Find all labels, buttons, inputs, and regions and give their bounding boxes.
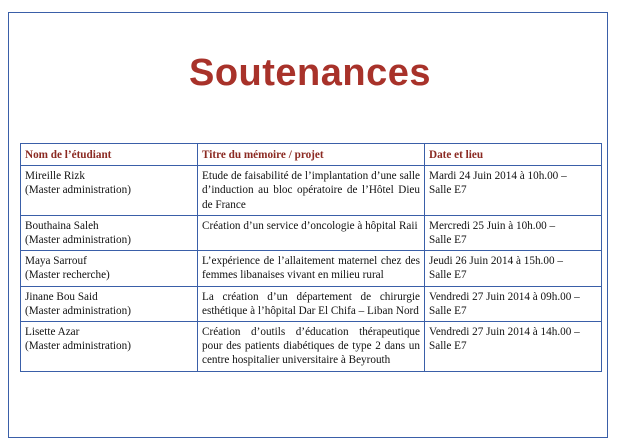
thesis-title: L’expérience de l’allaitement maternel chez des femmes libanaises vivant en milieu rural — [202, 255, 420, 282]
date-cell — [425, 215, 602, 250]
student-cell — [21, 322, 198, 372]
defense-date: Jeudi 26 Juin 2014 à 15h.00 – — [429, 255, 563, 268]
defense-room: Salle E7 — [429, 269, 467, 282]
student-program: (Master administration) — [25, 340, 131, 353]
thesis-title: La création d’un département de chirurgie esthétique à l’hôpital Dar El Chifa – Liban Nord — [202, 290, 420, 317]
student-program: (Master administration) — [25, 184, 131, 197]
defense-date: Mercredi 25 Juin à 10h.00 – — [429, 219, 556, 232]
thesis-title: Etude de faisabilité de l’implantation d’une salle d’induction au bloc opératoire de l’Hôtel Dieu de France — [202, 170, 420, 211]
table-row — [21, 251, 602, 286]
student-name: Jinane Bou Said — [25, 290, 98, 303]
student-cell — [21, 251, 198, 286]
student-cell — [21, 215, 198, 250]
defenses-table — [20, 143, 602, 372]
defense-room: Salle E7 — [429, 234, 467, 247]
defense-room: Salle E7 — [429, 304, 467, 317]
thesis-cell — [198, 166, 425, 216]
defense-date: Vendredi 27 Juin 2014 à 14h.00 – — [429, 326, 580, 339]
date-cell — [425, 251, 602, 286]
page-title: Soutenances — [188, 52, 432, 94]
student-program: (Master administration) — [25, 234, 131, 247]
student-program: (Master administration) — [25, 304, 131, 317]
student-cell — [21, 286, 198, 321]
thesis-title: Création d’outils d’éducation thérapeutique pour des patients diabétiques de type 2 dans un centre hospitalier universitaire à Beyrouth — [202, 326, 420, 367]
table-header-row — [21, 144, 602, 166]
table-row — [21, 215, 602, 250]
thesis-cell — [198, 322, 425, 372]
student-cell — [21, 166, 198, 216]
date-cell — [425, 322, 602, 372]
table-row — [21, 322, 602, 372]
thesis-title: Création d’un service d’oncologie à hôpital Raii — [202, 219, 418, 232]
defense-room: Salle E7 — [429, 340, 467, 353]
thesis-cell — [198, 215, 425, 250]
header-date: Date et lieu — [425, 144, 602, 166]
defense-date: Mardi 24 Juin 2014 à 10h.00 – — [429, 170, 567, 183]
defense-date: Vendredi 27 Juin 2014 à 09h.00 – — [429, 290, 580, 303]
student-name: Bouthaina Saleh — [25, 219, 99, 232]
table-row — [21, 166, 602, 216]
table-row — [21, 286, 602, 321]
date-cell — [425, 286, 602, 321]
header-name: Nom de l’étudiant — [21, 144, 198, 166]
header-thesis: Titre du mémoire / projet — [198, 144, 425, 166]
thesis-cell — [198, 286, 425, 321]
student-name: Maya Sarrouf — [25, 255, 87, 268]
student-name: Mireille Rizk — [25, 170, 85, 183]
defense-room: Salle E7 — [429, 184, 467, 197]
date-cell — [425, 166, 602, 216]
student-program: (Master recherche) — [25, 269, 110, 282]
student-name: Lisette Azar — [25, 326, 80, 339]
thesis-cell — [198, 251, 425, 286]
